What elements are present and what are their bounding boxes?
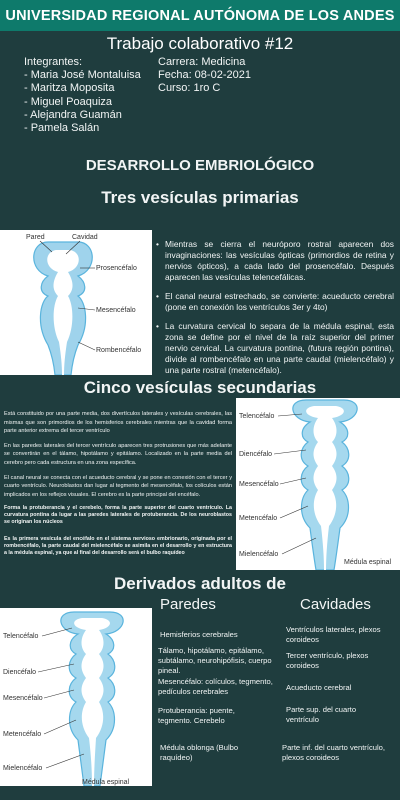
romb-pointer	[78, 342, 95, 350]
label-mesencephalon: Mesencéfalo	[239, 481, 279, 488]
cavity-derivative: Acueducto cerebral	[286, 683, 352, 692]
wall-derivative: Mesencéfalo: colículos, tegmento, pedículos cerebrales	[158, 677, 273, 696]
section1-bullets	[156, 239, 394, 384]
label-myelencephalon: Mielencéfalo	[239, 551, 279, 558]
label-diencephalon: Diencéfalo	[239, 451, 273, 458]
member-item: - Miguel Poaquiza	[24, 95, 113, 108]
wall-derivative: Médula oblonga (Bulbo raquídeo)	[160, 743, 239, 762]
main-heading: DESARROLLO EMBRIOLÓGICO	[85, 157, 315, 174]
label-myelencephalon: Mielencéfalo	[3, 765, 43, 772]
paragraph: Está constituido por una parte media, dos divertículos laterales y vesículas cerebrales, las mismas que son primordios de los hemisferios cerebrales mientras que la cavidad forma parte anterior extrema del tercer ventrículo	[4, 411, 232, 435]
paragraph-bold: Es la primera vesícula del encéfalo en el sistema nervioso embrionario, originada por el rombencéfalo, la parte caudal del mielencéfalo se asimila en el desarrollo y en estructura a la médula espinal, ya que al final del desarrollo será el bulbo raquídeo	[4, 536, 232, 557]
member-item: - Maritza Moposita	[24, 82, 115, 95]
section1-heading: Tres vesículas primarias	[101, 188, 299, 207]
label-diencephalon: Diencéfalo	[3, 669, 37, 676]
primary-vesicles-svg	[0, 230, 152, 375]
meta-info	[158, 56, 251, 96]
bullet-item: • El canal neural estrechado, se convierte: acueducto cerebral (pone en conexión los ventrículos 3er y 4to)	[156, 291, 394, 313]
date: Fecha: 08-02-2021	[158, 69, 251, 82]
column-walls-heading: Paredes	[160, 596, 216, 613]
cavity-derivative: Tercer ventrículo, plexos coroideos	[286, 651, 369, 670]
career: Carrera: Medicina	[158, 56, 246, 68]
miel-pointer	[46, 754, 84, 768]
paragraph: El canal neural se conecta con el acueducto cerebral y se pone en conexión con el tercer y cuarto ventrículo. Neuroblastos dan lugar al tegmento del mesencéfalo, los colículos están implicados en los reflejos visuales. El cerebro es la parte principal del encéfalo.	[4, 474, 232, 498]
label-mesencephalon: Mesencéfalo	[3, 695, 43, 702]
label-telencephalon: Telencéfalo	[239, 413, 275, 420]
tel-pointer	[42, 628, 72, 636]
secondary-vesicles-svg	[236, 398, 400, 570]
label-telencephalon: Telencéfalo	[3, 633, 39, 640]
header-banner	[0, 0, 400, 31]
cavity-derivative: Parte inf. del cuarto ventrículo, plexos coroideos	[282, 743, 385, 762]
wall-derivative: Tálamo, hipotálamo, epitálamo, subtálamo, neurohipófisis, cuerpo pineal.	[158, 646, 272, 675]
column-cavities-heading: Cavidades	[300, 596, 371, 613]
members-label: Integrantes:	[24, 56, 83, 68]
label-spinal-cord: Médula espinal	[344, 559, 392, 566]
member-item: - Pamela Salán	[24, 122, 100, 135]
label-wall: Pared	[26, 234, 45, 241]
label-metencephalon: Metencéfalo	[3, 731, 42, 738]
adult-derivatives-svg	[0, 608, 152, 786]
section3-heading: Derivados adultos de	[114, 574, 286, 593]
adult-derivatives-diagram	[0, 608, 152, 786]
label-cavity: Cavidad	[72, 234, 98, 241]
cavity-derivative: Parte sup. del cuarto ventrículo	[286, 705, 357, 724]
university-name: UNIVERSIDAD REGIONAL AUTÓNOMA DE LOS ANDES	[5, 7, 395, 24]
members-list	[24, 56, 154, 135]
page-title: Trabajo colaborativo #12	[106, 34, 294, 53]
miel-pointer	[282, 538, 316, 554]
dien-pointer	[38, 664, 74, 672]
secondary-vesicles-diagram	[236, 398, 400, 570]
paragraph-bold: Forma la protuberancia y el cerebelo, forma la parte superior del cuarto ventrículo. La curvatura pontina da lugar a las paredes laterales de protuberancia. De los neuroblastos se originan los núcleos	[4, 505, 232, 526]
primary-vesicles-diagram	[0, 230, 152, 375]
label-mesencephalon: Mesencéfalo	[96, 307, 136, 314]
member-item: - Alejandra Guamán	[24, 108, 122, 121]
label-rhombencephalon: Rombencéfalo	[96, 347, 142, 354]
label-metencephalon: Metencéfalo	[239, 515, 278, 522]
bullet-item: • Mientras se cierra el neuróporo rostral aparecen dos invaginaciones: las vesículas ópticas (primordios de retina y nervios ópticos), a cada lado del prosencéfalo. Después aparecen las vesículas telencefálicas.	[156, 239, 394, 283]
section2-paragraphs	[4, 410, 232, 563]
label-prosencephalon: Prosencéfalo	[96, 265, 137, 272]
member-item: - Maria José Montaluisa	[24, 69, 141, 82]
label-spinal-cord: Médula espinal	[82, 779, 130, 786]
paragraph: En las paredes laterales del tercer ventrículo aparecen tres protrusiones que más adelante se convertirán en el tálamo, hipotálamo y epitálamo. Localizado en la parte media del cerebro pero cada estructura en una zona específica.	[4, 442, 232, 466]
section2-heading: Cinco vesículas secundarias	[83, 378, 317, 397]
wall-derivative: Protuberancia: puente, tegmento. Cerebelo	[158, 706, 235, 725]
bullet-item: • La curvatura cervical lo separa de la médula espinal, esta zona se define por el nivel de la raíz superior del primer nervio cervical. La curvatura pontina, (futura región pontina), divide al rombencéfalo en una parte caudal (mielencéfalo) y una parte rostral (metencéfalo).	[156, 321, 394, 376]
wall-derivative: Hemisferios cerebrales	[160, 630, 238, 639]
course: Curso: 1ro C	[158, 82, 221, 95]
cavity-derivative: Ventrículos laterales, plexos coroideos	[286, 625, 381, 644]
